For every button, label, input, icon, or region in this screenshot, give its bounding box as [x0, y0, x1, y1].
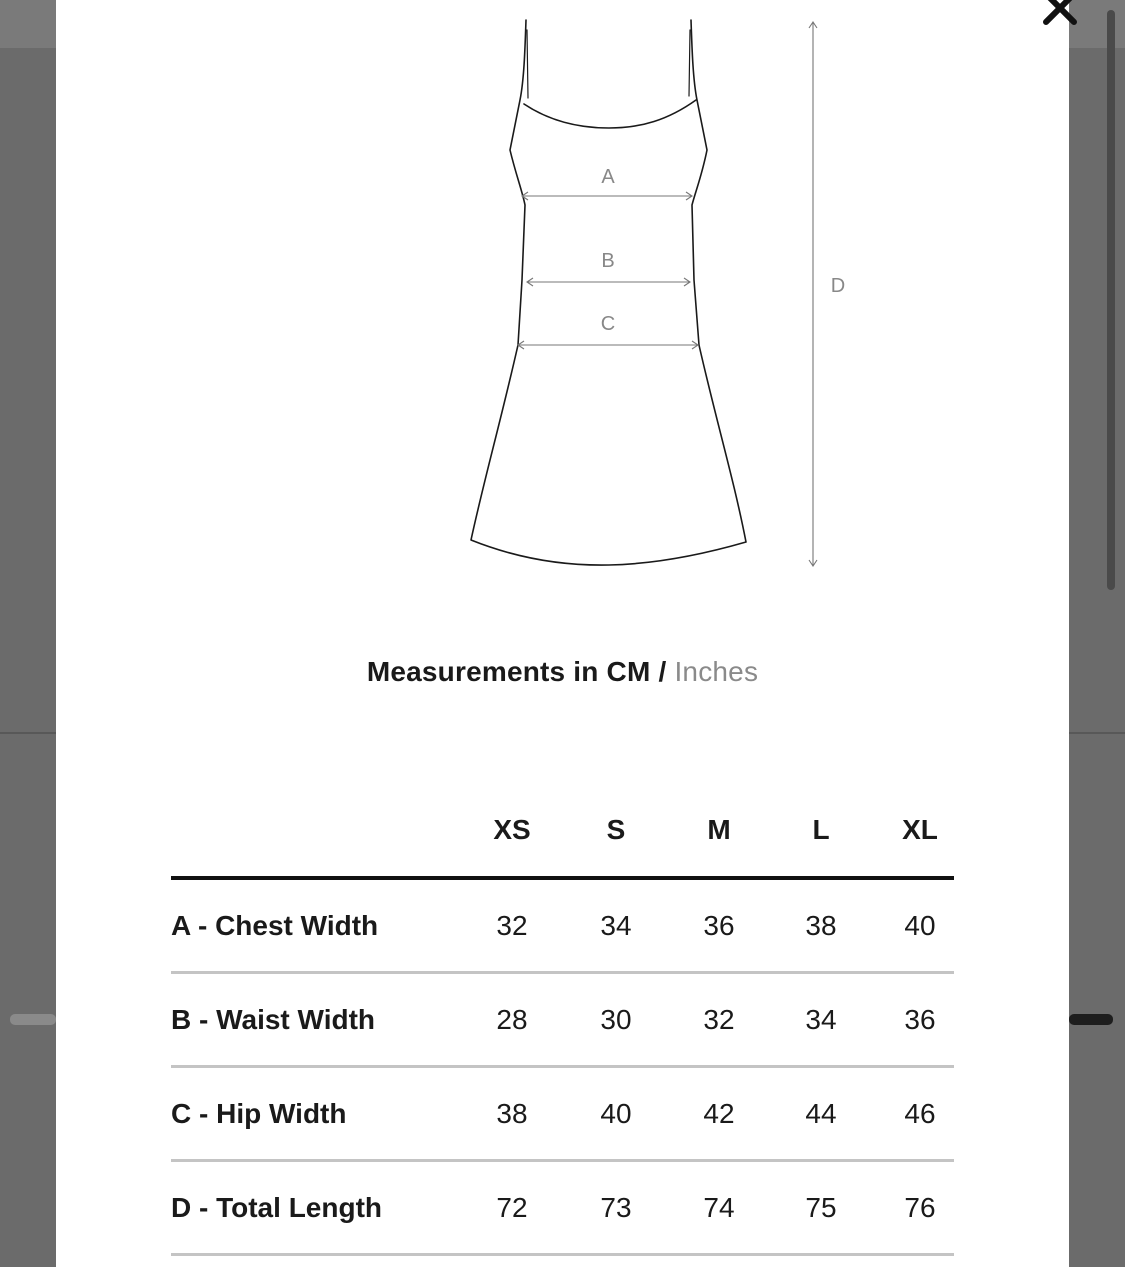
- row-label: A - Chest Width: [171, 909, 379, 941]
- table-header-row: [171, 800, 954, 880]
- table-row-chest: [171, 880, 954, 974]
- table-cell: 32: [496, 909, 528, 941]
- strap-inner-right: [689, 30, 690, 96]
- table-cell: 32: [703, 1003, 735, 1035]
- size-chart-table: [171, 800, 954, 1256]
- table-cell: 34: [805, 1003, 837, 1035]
- size-header-xl: XL: [902, 814, 938, 845]
- measure-line-c: [518, 341, 698, 349]
- table-cell: 46: [904, 1097, 936, 1129]
- table-cell: 42: [703, 1097, 735, 1129]
- table-cell: 38: [805, 909, 837, 941]
- table-cell: 34: [600, 909, 632, 941]
- unit-inches-option[interactable]: Inches: [674, 656, 759, 687]
- size-header-l: L: [812, 814, 830, 845]
- table-cell: 73: [600, 1191, 632, 1223]
- size-header-s: S: [606, 814, 626, 845]
- dress-neckline: [524, 100, 696, 128]
- dress-outline: [471, 20, 746, 565]
- dress-diagram: [456, 10, 876, 590]
- label-a: A: [601, 166, 615, 188]
- label-b: B: [601, 250, 615, 272]
- backdrop-divider: [0, 732, 56, 734]
- table-cell: 38: [496, 1097, 528, 1129]
- size-header-m: M: [707, 814, 731, 845]
- backdrop-slider-left: [10, 1014, 56, 1025]
- row-label: B - Waist Width: [171, 1003, 376, 1035]
- backdrop-slider-right: [1069, 1014, 1113, 1025]
- table-cell: 44: [805, 1097, 837, 1129]
- table-cell: 40: [600, 1097, 632, 1129]
- measure-line-d: [809, 22, 817, 566]
- page-scrollbar[interactable]: [1107, 10, 1115, 590]
- table-cell: 30: [600, 1003, 632, 1035]
- table-cell: 36: [703, 909, 735, 941]
- table-cell: 76: [904, 1191, 936, 1223]
- row-label: C - Hip Width: [171, 1097, 347, 1129]
- table-cell: 75: [805, 1191, 837, 1223]
- table-row-length: [171, 1162, 954, 1256]
- table-cell: 28: [496, 1003, 528, 1035]
- unit-cm-option[interactable]: Measurements in CM: [366, 656, 651, 687]
- table-row-waist: [171, 974, 954, 1068]
- size-header-xs: XS: [493, 814, 531, 845]
- backdrop-divider-right: [1069, 732, 1125, 734]
- measure-line-b: [527, 278, 690, 286]
- table-cell: 74: [703, 1191, 735, 1223]
- row-label: D - Total Length: [171, 1191, 382, 1223]
- table-cell: 72: [496, 1191, 528, 1223]
- close-x-icon[interactable]: [1038, 0, 1082, 30]
- unit-separator: /: [658, 656, 667, 687]
- table-cell: 40: [904, 909, 936, 941]
- strap-inner-left: [527, 30, 528, 98]
- label-c: C: [600, 313, 616, 335]
- label-d: D: [830, 275, 846, 297]
- backdrop-header-band: [0, 0, 56, 48]
- table-row-hip: [171, 1068, 954, 1162]
- unit-toggle: [0, 656, 1125, 688]
- table-cell: 36: [904, 1003, 936, 1035]
- measure-line-a: [522, 192, 692, 200]
